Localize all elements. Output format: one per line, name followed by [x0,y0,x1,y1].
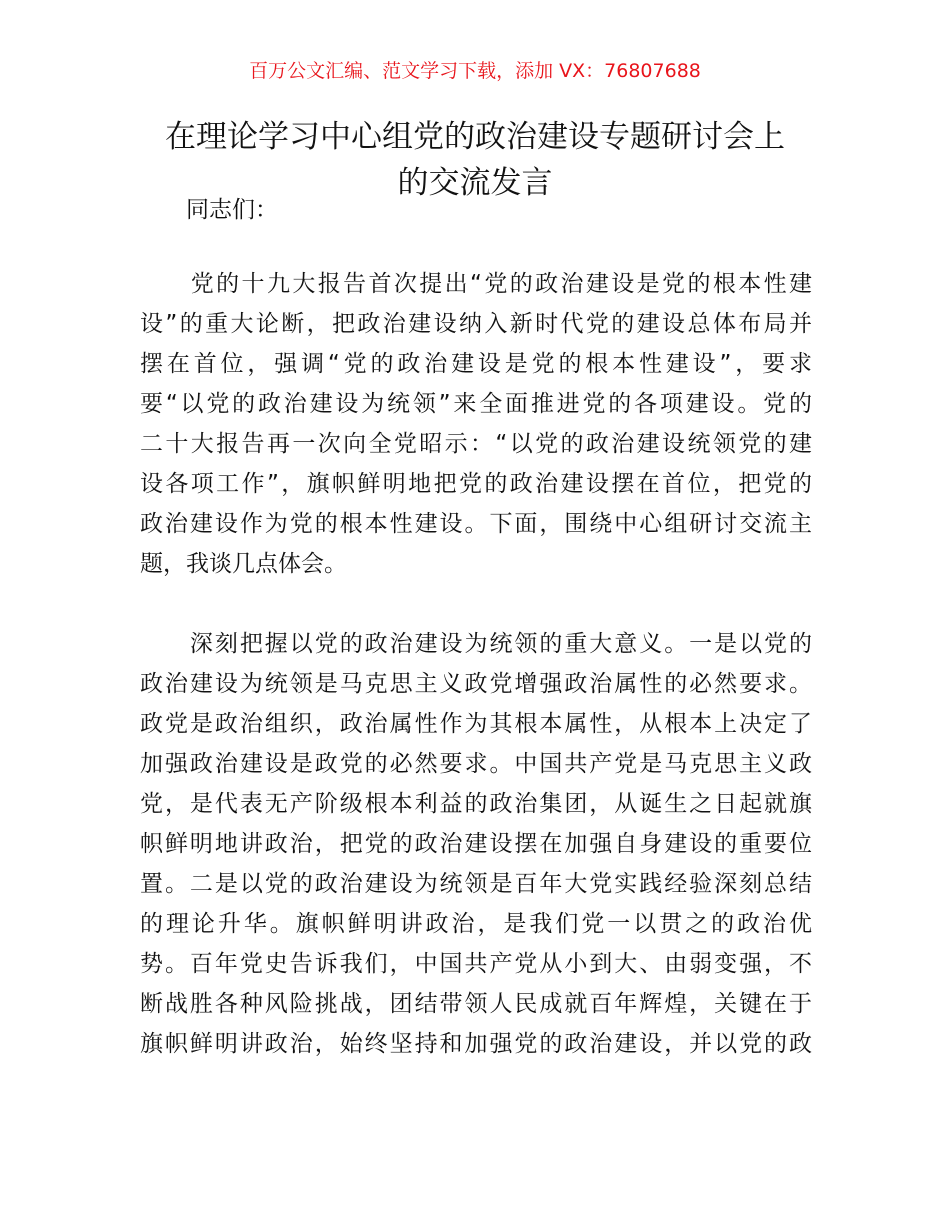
text-line: 政党是政治组织，政治属性作为其根本属性，从根本上决定了 [140,711,812,737]
text-line: 断战胜各种风险挑战，团结带领人民成就百年辉煌，关键在于 [140,991,812,1017]
paragraph-2 [140,624,812,1064]
text-line: 的理论升华。旗帜鲜明讲政治，是我们党一以贯之的政治优 [140,911,812,937]
text-line: 旗帜鲜明讲政治，始终坚持和加强党的政治建设，并以党的政 [140,1031,812,1057]
watermark-header: 百万公文汇编、范文学习下载，添加 VX：76807688 [249,60,701,82]
paragraph-1 [140,264,812,584]
salutation: 同志们： [186,197,278,223]
title-line-2: 的交流发言 [397,165,553,201]
title-line-1: 在理论学习中心组党的政治建设专题研讨会上 [165,119,785,155]
text-line: 加强政治建设是政党的必然要求。中国共产党是马克思主义政 [140,751,812,777]
text-line: 党的十九大报告首次提出“党的政治建设是党的根本性建 [140,271,812,297]
text-line: 深刻把握以党的政治建设为统领的重大意义。一是以党的 [140,631,812,657]
text-line: 政治建设为统领是马克思主义政党增强政治属性的必然要求。 [140,671,812,697]
text-line: 要“以党的政治建设为统领”来全面推进党的各项建设。党的 [140,391,812,417]
text-line: 政治建设作为党的根本性建设。下面，围绕中心组研讨交流主 [140,511,812,537]
text-line: 帜鲜明地讲政治，把党的政治建设摆在加强自身建设的重要位 [140,831,812,857]
text-line: 题，我谈几点体会。 [140,551,347,577]
text-line: 设各项工作”，旗帜鲜明地把党的政治建设摆在首位，把党的 [140,471,812,497]
document-title [0,114,950,206]
text-line: 设”的重大论断，把政治建设纳入新时代党的建设总体布局并 [140,311,812,337]
text-line: 置。二是以党的政治建设为统领是百年大党实践经验深刻总结 [140,871,812,897]
text-line: 摆在首位，强调“党的政治建设是党的根本性建设”，要求 [140,351,812,377]
text-line: 势。百年党史告诉我们，中国共产党从小到大、由弱变强，不 [140,951,812,977]
text-line: 二十大报告再一次向全党昭示：“以党的政治建设统领党的建 [140,431,812,457]
text-line: 党，是代表无产阶级根本利益的政治集团，从诞生之日起就旗 [140,791,812,817]
